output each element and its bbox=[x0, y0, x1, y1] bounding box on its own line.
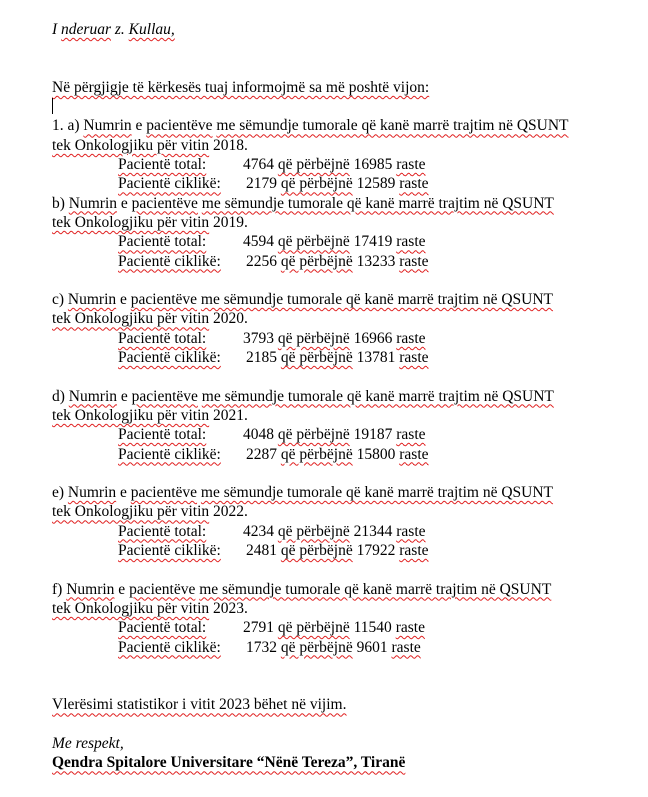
section-line2: tek Onkologjiku për vitin bbox=[52, 310, 210, 328]
total-label: Pacientë total: bbox=[118, 156, 207, 174]
total-label: Pacientë total: bbox=[118, 619, 207, 637]
statistic-note-text: Vlerësimi statistikor i vitit 2023 bëhet në vijim. bbox=[52, 696, 347, 714]
cyclic-values bbox=[243, 541, 429, 560]
section-heading bbox=[52, 483, 632, 502]
cyclic-label: Pacientë ciklikë: bbox=[118, 175, 221, 193]
total-patients-row bbox=[52, 425, 632, 444]
total-label: Pacientë total: bbox=[118, 233, 207, 251]
total-cases-value: 11540 bbox=[353, 619, 392, 637]
cyclic-patients-value: 2287 bbox=[246, 445, 277, 463]
total-values bbox=[243, 522, 426, 541]
closing-text: Me respekt, bbox=[52, 734, 124, 752]
cyclic-label: Pacientë ciklikë: bbox=[118, 542, 221, 560]
intro-text: Në përgjigje të kërkesës tuaj informojmë sa më poshtë vijon: bbox=[52, 78, 430, 96]
cyclic-patients-row bbox=[52, 445, 632, 464]
section-line2: tek Onkologjiku për vitin bbox=[52, 136, 210, 154]
intro-paragraph bbox=[52, 78, 632, 97]
section-year: 2020. bbox=[213, 310, 248, 328]
total-label: Pacientë total: bbox=[118, 426, 207, 444]
total-values bbox=[243, 329, 426, 348]
signature bbox=[52, 753, 632, 772]
total-unit: raste bbox=[396, 329, 426, 347]
year-section bbox=[52, 271, 632, 367]
section-line1-rest: me sëmundje tumorale që kanë marrë trajtim në QSUNT bbox=[201, 194, 554, 212]
cyclic-unit: raste bbox=[399, 445, 429, 463]
cyclic-patients-value: 2481 bbox=[246, 542, 277, 560]
recipient-name: Kullau, bbox=[128, 21, 175, 38]
total-values bbox=[243, 425, 426, 444]
section-marker: b) bbox=[52, 194, 65, 212]
total-cases-value: 19187 bbox=[353, 426, 393, 444]
word-e: e bbox=[120, 291, 127, 309]
total-cases-value: 17419 bbox=[353, 233, 393, 251]
total-patients-value: 4594 bbox=[243, 233, 274, 251]
section-line1-rest: me sëmundje tumorale që kanë marrë trajtim në QSUNT bbox=[199, 580, 552, 598]
section-year: 2022. bbox=[213, 503, 248, 521]
section-heading bbox=[52, 387, 632, 406]
cyclic-patients-row bbox=[52, 252, 632, 271]
total-verb: që përbëjnë bbox=[277, 522, 350, 540]
spacer bbox=[52, 715, 632, 734]
total-verb: që përbëjnë bbox=[277, 619, 350, 637]
cyclic-cases-value: 17922 bbox=[356, 542, 396, 560]
section-marker: f) bbox=[52, 580, 63, 598]
spacer bbox=[52, 657, 632, 696]
document-page[interactable] bbox=[52, 20, 632, 773]
total-values bbox=[243, 618, 425, 637]
total-patients-value: 2791 bbox=[243, 619, 274, 637]
section-line1-rest: me sëmundje tumorale që kanë marrë trajtim në QSUNT bbox=[201, 387, 554, 405]
cyclic-verb: që përbëjnë bbox=[280, 542, 353, 560]
total-unit: raste bbox=[395, 619, 425, 637]
year-section bbox=[52, 194, 632, 271]
year-section bbox=[52, 367, 632, 463]
word-pacienteve: pacientëve bbox=[129, 580, 196, 598]
cyclic-verb: që përbëjnë bbox=[280, 252, 353, 270]
section-marker: c) bbox=[52, 291, 65, 309]
total-patients-row bbox=[52, 618, 632, 637]
total-cases-value: 16985 bbox=[353, 156, 393, 174]
spacer bbox=[52, 464, 632, 483]
section-heading bbox=[52, 116, 632, 135]
word-numrin: Numrin bbox=[68, 387, 118, 405]
total-unit: raste bbox=[396, 233, 426, 251]
word-e: e bbox=[120, 387, 128, 405]
section-subline bbox=[52, 309, 632, 328]
word-pacienteve: pacientëve bbox=[130, 484, 198, 502]
cyclic-values bbox=[243, 638, 421, 657]
word-e: e bbox=[120, 484, 127, 502]
greeting-word: nderuar bbox=[61, 21, 111, 38]
sections-list bbox=[52, 116, 632, 656]
cyclic-cases-value: 15800 bbox=[356, 445, 396, 463]
word-pacienteve: pacientëve bbox=[146, 117, 213, 135]
total-values bbox=[243, 155, 426, 174]
word-e: e bbox=[118, 580, 126, 598]
section-subline bbox=[52, 502, 632, 521]
section-subline bbox=[52, 599, 632, 618]
section-line1-rest: me sëmundje tumorale që kanë marrë trajtim në QSUNT bbox=[216, 117, 569, 135]
total-label: Pacientë total: bbox=[118, 329, 207, 347]
cyclic-unit: raste bbox=[399, 542, 429, 560]
section-marker: d) bbox=[52, 387, 65, 405]
spacer bbox=[52, 39, 632, 78]
cursor-line[interactable] bbox=[52, 97, 632, 116]
section-line2: tek Onkologjiku për vitin bbox=[52, 213, 210, 231]
section-line1-rest: me sëmundje tumorale që kanë marrë trajtim në QSUNT bbox=[200, 484, 554, 502]
section-line2: tek Onkologjiku për vitin bbox=[52, 503, 210, 521]
greeting bbox=[52, 20, 632, 39]
section-marker: 1. a) bbox=[52, 117, 80, 135]
word-e: e bbox=[135, 117, 143, 135]
section-year: 2021. bbox=[213, 406, 248, 424]
cyclic-label: Pacientë ciklikë: bbox=[118, 638, 221, 656]
cyclic-label: Pacientë ciklikë: bbox=[118, 445, 221, 463]
total-cases-value: 21344 bbox=[353, 522, 393, 540]
cyclic-verb: që përbëjnë bbox=[280, 445, 353, 463]
total-patients-row bbox=[52, 155, 632, 174]
spacer bbox=[52, 560, 632, 579]
section-year: 2023. bbox=[213, 599, 248, 617]
total-verb: që përbëjnë bbox=[277, 233, 350, 251]
total-patients-row bbox=[52, 329, 632, 348]
total-cases-value: 16966 bbox=[353, 329, 393, 347]
section-line2: tek Onkologjiku për vitin bbox=[52, 406, 210, 424]
cyclic-patients-value: 2185 bbox=[246, 349, 277, 367]
section-year: 2019. bbox=[213, 213, 248, 231]
cyclic-values bbox=[243, 445, 429, 464]
cyclic-patients-row bbox=[52, 541, 632, 560]
spacer bbox=[52, 367, 632, 386]
cyclic-label: Pacientë ciklikë: bbox=[118, 252, 221, 270]
total-unit: raste bbox=[396, 426, 426, 444]
cyclic-patients-value: 1732 bbox=[246, 638, 277, 656]
word-pacienteve: pacientëve bbox=[131, 194, 198, 212]
cyclic-patients-row bbox=[52, 174, 632, 193]
section-subline bbox=[52, 136, 632, 155]
total-patients-value: 4764 bbox=[243, 156, 274, 174]
word-numrin: Numrin bbox=[67, 291, 117, 309]
total-patients-value: 4234 bbox=[243, 522, 274, 540]
section-heading bbox=[52, 290, 632, 309]
total-patients-row bbox=[52, 232, 632, 251]
total-label: Pacientë total: bbox=[118, 522, 207, 540]
word-e: e bbox=[120, 194, 128, 212]
word-numrin: Numrin bbox=[66, 580, 115, 598]
cyclic-values bbox=[243, 174, 429, 193]
year-section bbox=[52, 116, 632, 193]
cyclic-patients-row bbox=[52, 348, 632, 367]
cyclic-patients-row bbox=[52, 638, 632, 657]
cyclic-verb: që përbëjnë bbox=[280, 175, 353, 193]
cyclic-values bbox=[243, 252, 429, 271]
total-verb: që përbëjnë bbox=[277, 329, 350, 347]
total-unit: raste bbox=[396, 522, 426, 540]
greeting-prefix: I bbox=[52, 21, 58, 38]
section-marker: e) bbox=[52, 484, 65, 502]
cyclic-cases-value: 13233 bbox=[356, 252, 396, 270]
total-verb: që përbëjnë bbox=[277, 156, 350, 174]
section-line2: tek Onkologjiku për vitin bbox=[52, 599, 210, 617]
closing bbox=[52, 734, 632, 753]
cyclic-unit: raste bbox=[391, 638, 421, 656]
spacer bbox=[52, 271, 632, 290]
cyclic-unit: raste bbox=[399, 349, 429, 367]
cyclic-cases-value: 12589 bbox=[356, 175, 396, 193]
word-numrin: Numrin bbox=[83, 117, 132, 135]
word-pacienteve: pacientëve bbox=[131, 387, 198, 405]
cyclic-verb: që përbëjnë bbox=[280, 638, 353, 656]
cyclic-patients-value: 2256 bbox=[246, 252, 277, 270]
year-section bbox=[52, 560, 632, 656]
cyclic-unit: raste bbox=[399, 252, 429, 270]
signature-text: Qendra Spitalore Universitare “Nënë Tereza”, Tiranë bbox=[52, 754, 406, 772]
cyclic-cases-value: 9601 bbox=[356, 638, 388, 656]
cyclic-label: Pacientë ciklikë: bbox=[118, 349, 221, 367]
year-section bbox=[52, 464, 632, 560]
statistic-note bbox=[52, 695, 632, 714]
section-year: 2018. bbox=[213, 136, 248, 154]
section-line1-rest: me sëmundje tumorale që kanë marrë trajtim në QSUNT bbox=[200, 291, 554, 309]
word-pacienteve: pacientëve bbox=[130, 291, 198, 309]
cyclic-verb: që përbëjnë bbox=[280, 349, 353, 367]
section-heading bbox=[52, 580, 632, 599]
total-patients-value: 4048 bbox=[243, 426, 274, 444]
total-patients-row bbox=[52, 522, 632, 541]
total-patients-value: 3793 bbox=[243, 329, 274, 347]
cyclic-patients-value: 2179 bbox=[246, 175, 277, 193]
cyclic-values bbox=[243, 348, 429, 367]
total-unit: raste bbox=[396, 156, 426, 174]
cyclic-unit: raste bbox=[399, 175, 429, 193]
total-values bbox=[243, 232, 426, 251]
section-subline bbox=[52, 406, 632, 425]
word-numrin: Numrin bbox=[68, 194, 118, 212]
word-numrin: Numrin bbox=[67, 484, 117, 502]
section-heading bbox=[52, 194, 632, 213]
total-verb: që përbëjnë bbox=[277, 426, 350, 444]
cyclic-cases-value: 13781 bbox=[356, 349, 396, 367]
greeting-title: z. bbox=[111, 21, 129, 38]
section-subline bbox=[52, 213, 632, 232]
text-cursor bbox=[52, 98, 53, 114]
